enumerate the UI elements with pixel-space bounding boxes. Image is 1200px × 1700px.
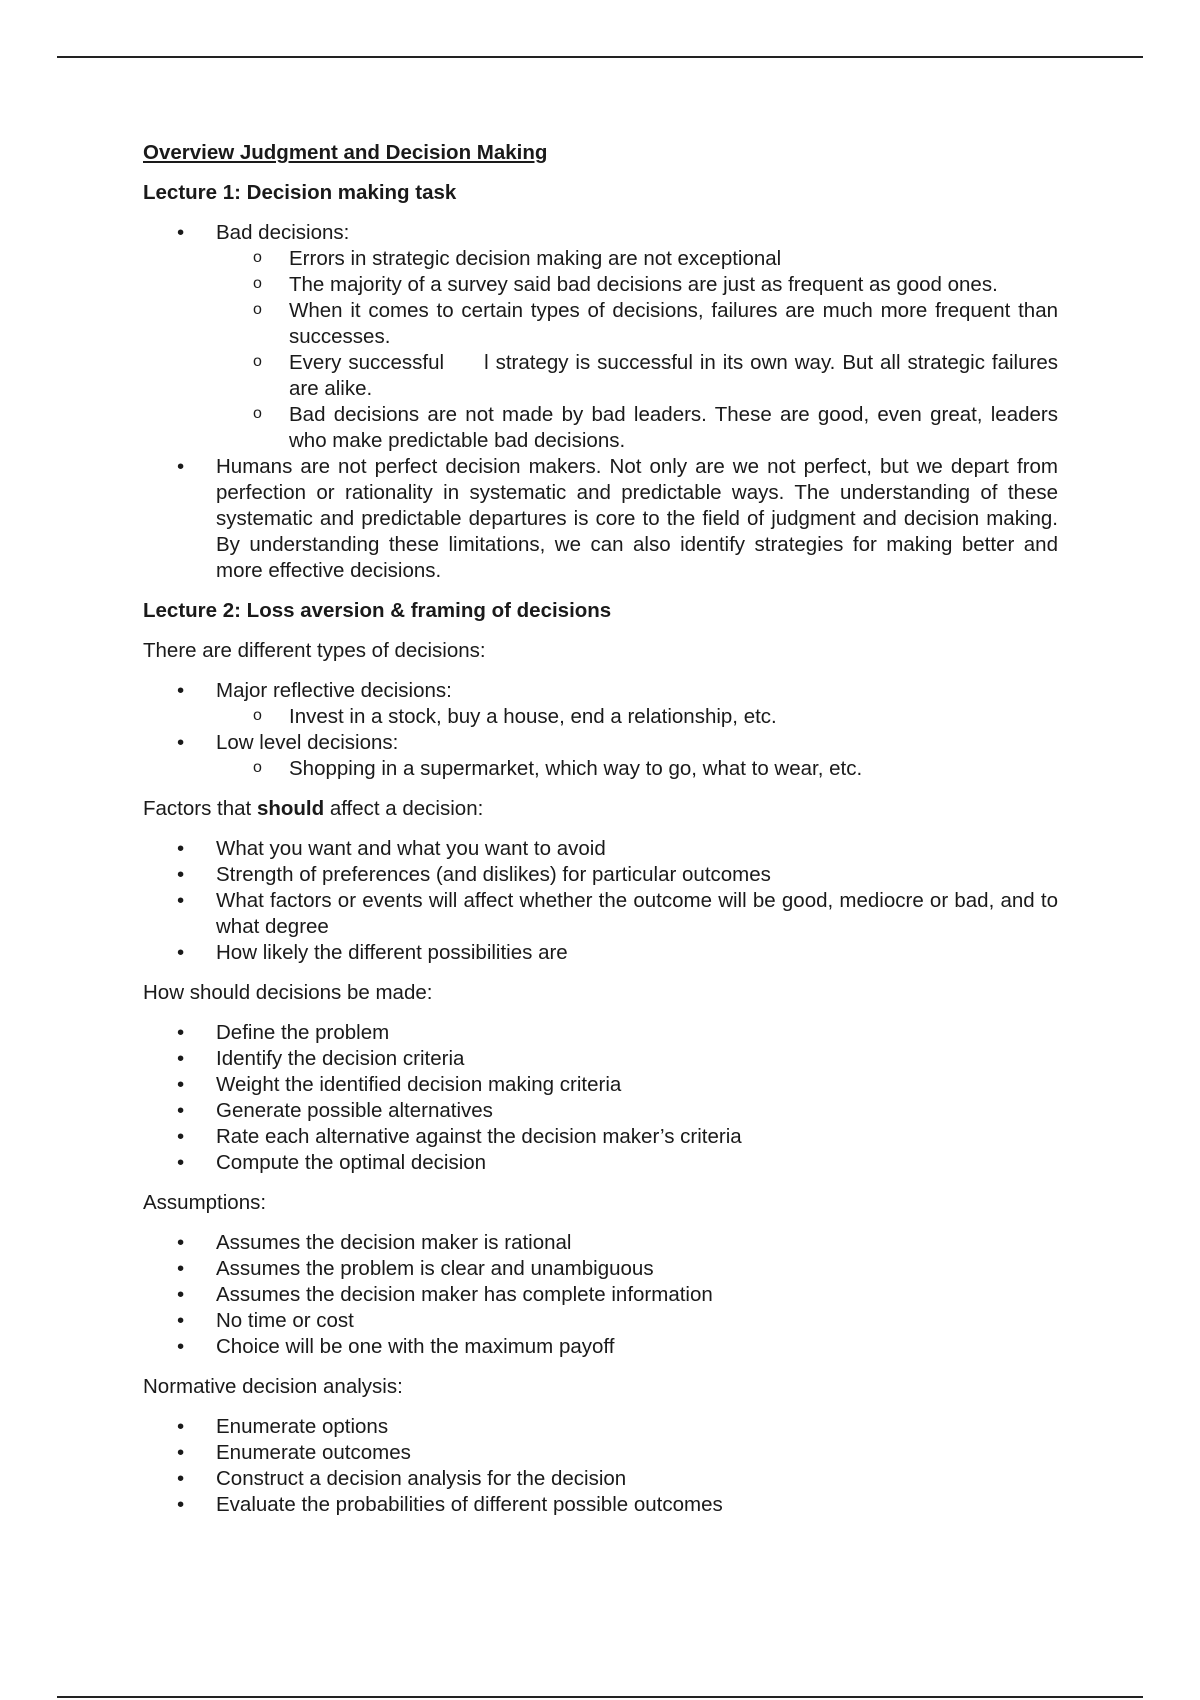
sub-list-item: o When it comes to certain types of decisions, failures are much more frequent than successes. bbox=[216, 298, 1058, 350]
document-body bbox=[143, 140, 1058, 1532]
header-rule bbox=[57, 56, 1143, 58]
list-item: • Choice will be one with the maximum payoff bbox=[143, 1334, 1058, 1360]
sub-list-item: o The majority of a survey said bad decisions are just as frequent as good ones. bbox=[216, 272, 1058, 298]
sub-list-item: o Bad decisions are not made by bad leaders. These are good, even great, leaders who make predictable bad decisions. bbox=[216, 402, 1058, 454]
footer-rule bbox=[57, 1696, 1143, 1698]
list-item bbox=[143, 730, 1058, 782]
factors-intro-bold: should bbox=[256, 797, 325, 820]
list-item: • Generate possible alternatives bbox=[143, 1098, 1058, 1124]
list-item: • Enumerate options bbox=[143, 1414, 1058, 1440]
decision-types-list bbox=[143, 678, 1058, 782]
low-label: Low level decisions: bbox=[216, 731, 399, 754]
list-item: • Evaluate the probabilities of different possible outcomes bbox=[143, 1492, 1058, 1518]
factors-intro-text-b: affect a decision: bbox=[324, 797, 484, 820]
list-item bbox=[143, 678, 1058, 730]
how-steps-list bbox=[143, 1020, 1058, 1176]
every-successful-text-b: l strategy is successful in its own way. But all strategic failures are alike. bbox=[289, 351, 1058, 400]
list-item bbox=[143, 220, 1058, 454]
types-intro: There are different types of decisions: bbox=[143, 639, 486, 662]
list-item: • Enumerate outcomes bbox=[143, 1440, 1058, 1466]
assumptions-list bbox=[143, 1230, 1058, 1360]
normative-intro: Normative decision analysis: bbox=[143, 1375, 403, 1398]
major-sublist bbox=[216, 704, 1058, 730]
list-item: • Identify the decision criteria bbox=[143, 1046, 1058, 1072]
how-intro: How should decisions be made: bbox=[143, 981, 433, 1004]
list-item: • What you want and what you want to avoid bbox=[143, 836, 1058, 862]
sub-list-item bbox=[216, 350, 1058, 402]
lecture-1-heading: Lecture 1: Decision making task bbox=[143, 181, 457, 204]
bad-decisions-label: Bad decisions: bbox=[216, 221, 350, 244]
list-item: • Define the problem bbox=[143, 1020, 1058, 1046]
major-label: Major reflective decisions: bbox=[216, 679, 452, 702]
factors-intro bbox=[143, 796, 1058, 822]
list-item: • Strength of preferences (and dislikes) for particular outcomes bbox=[143, 862, 1058, 888]
sub-list-item: o Errors in strategic decision making are not exceptional bbox=[216, 246, 1058, 272]
lecture-2-heading: Lecture 2: Loss aversion & framing of decisions bbox=[143, 599, 612, 622]
factors-list bbox=[143, 836, 1058, 966]
factors-intro-text-a: Factors that bbox=[143, 797, 257, 820]
list-item: • Compute the optimal decision bbox=[143, 1150, 1058, 1176]
list-item: • Assumes the decision maker has complete information bbox=[143, 1282, 1058, 1308]
low-sublist bbox=[216, 756, 1058, 782]
list-item: • Assumes the decision maker is rational bbox=[143, 1230, 1058, 1256]
lecture-1-list bbox=[143, 220, 1058, 584]
list-item: • Assumes the problem is clear and unambiguous bbox=[143, 1256, 1058, 1282]
list-item: • What factors or events will affect whether the outcome will be good, mediocre or bad, and to what degree bbox=[143, 888, 1058, 940]
sub-list-item: o Shopping in a supermarket, which way to go, what to wear, etc. bbox=[216, 756, 1058, 782]
list-item: • No time or cost bbox=[143, 1308, 1058, 1334]
document-title: Overview Judgment and Decision Making bbox=[143, 141, 548, 164]
assumptions-intro: Assumptions: bbox=[143, 1191, 267, 1214]
list-item: • Humans are not perfect decision makers. Not only are we not perfect, but we depart from perfection or rationality in systematic and predictable ways. The understanding of these systematic and predictable departures is core to the field of judgment and decision making. By understanding these limitations, we can also identify strategies for making better and more effective decisions. bbox=[143, 454, 1058, 584]
list-item: • Weight the identified decision making criteria bbox=[143, 1072, 1058, 1098]
list-item: • How likely the different possibilities are bbox=[143, 940, 1058, 966]
normative-list bbox=[143, 1414, 1058, 1518]
bad-decisions-sublist bbox=[216, 246, 1058, 454]
sub-list-item: o Invest in a stock, buy a house, end a relationship, etc. bbox=[216, 704, 1058, 730]
every-successful-text-a: Every successful bbox=[289, 351, 445, 374]
list-item: • Rate each alternative against the decision maker’s criteria bbox=[143, 1124, 1058, 1150]
list-item: • Construct a decision analysis for the decision bbox=[143, 1466, 1058, 1492]
